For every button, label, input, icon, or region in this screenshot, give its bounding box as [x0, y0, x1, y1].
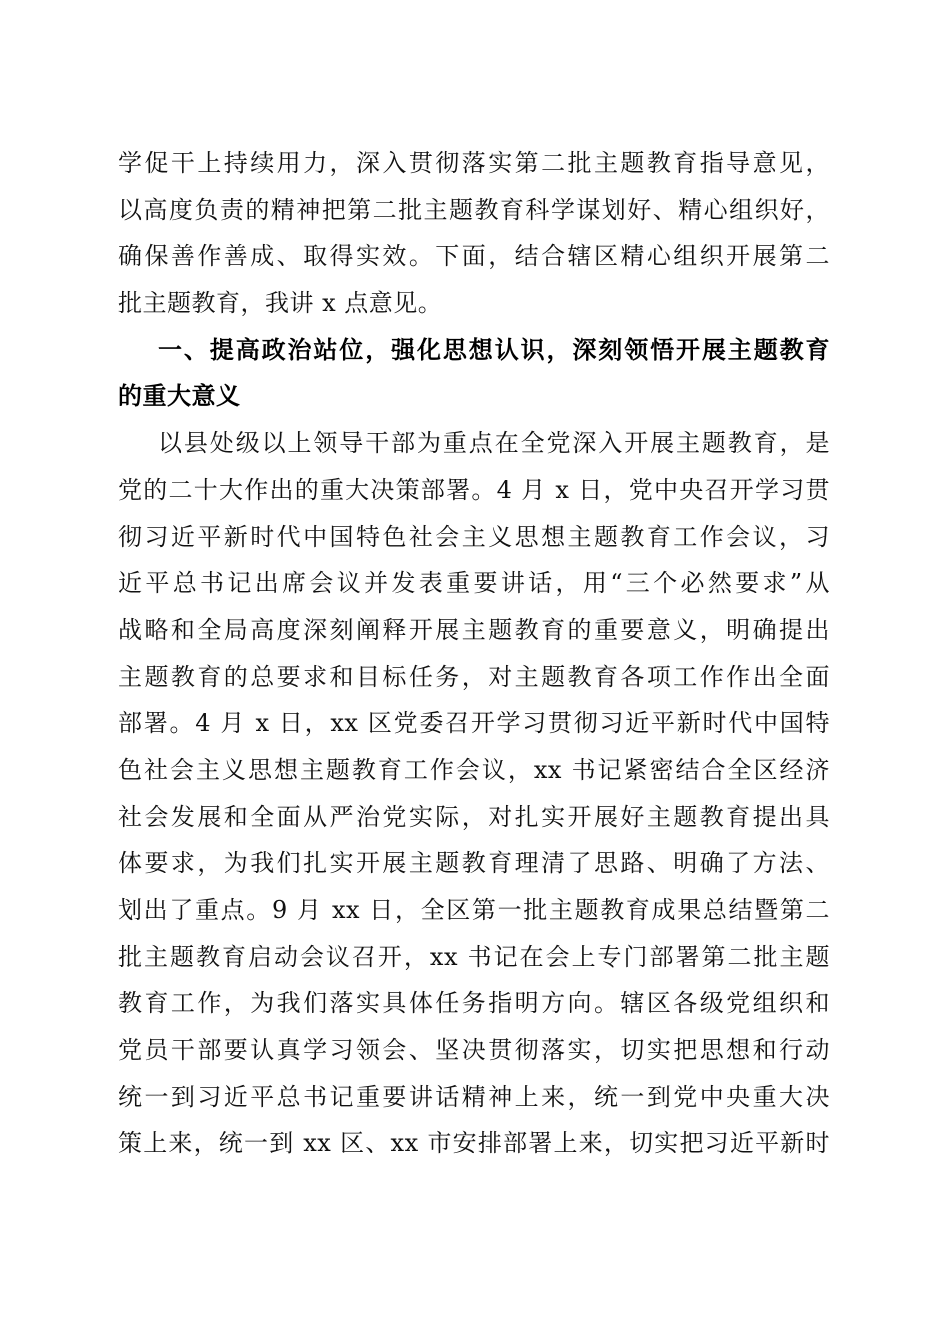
body-paragraph — [118, 420, 830, 1167]
text-line: 确保善作善成、取得实效。下面，结合辖区精心组织开展第二 — [118, 242, 830, 271]
section-heading-1 — [118, 327, 830, 420]
text-line: 批主题教育，我讲 x 点意见。 — [118, 289, 443, 318]
text-line: 部署。4 月 x 日，xx 区党委召开学习贯彻习近平新时代中国特 — [118, 709, 830, 738]
text-line: 策上来，统一到 xx 区、xx 市安排部署上来，切实把习近平新时 — [118, 1129, 830, 1158]
text-line: 划出了重点。9 月 xx 日，全区第一批主题教育成果总结暨第二 — [118, 896, 830, 924]
intro-paragraph — [118, 140, 830, 327]
text-line: 统一到习近平总书记重要讲话精神上来，统一到党中央重大决 — [118, 1082, 830, 1111]
text-line: 批主题教育启动会议召开，xx 书记在会上专门部署第二批主题 — [118, 942, 830, 971]
text-line: 党员干部要认真学习领会、坚决贯彻落实，切实把思想和行动 — [118, 1036, 830, 1065]
text-line: 色社会主义思想主题教育工作会议，xx 书记紧密结合全区经济 — [118, 755, 830, 784]
text-line: 社会发展和全面从严治党实际，对扎实开展好主题教育提出具 — [118, 802, 830, 831]
text-line: 以县处级以上领导干部为重点在全党深入开展主题教育，是 — [158, 429, 830, 458]
text-line: 学促干上持续用力，深入贯彻落实第二批主题教育指导意见， — [118, 149, 830, 177]
text-line: 彻习近平新时代中国特色社会主义思想主题教育工作会议，习 — [118, 522, 830, 551]
text-line: 体要求，为我们扎实开展主题教育理清了思路、明确了方法、 — [118, 849, 830, 878]
heading-line: 一、提高政治站位，强化思想认识，深刻领悟开展主题教育 — [158, 335, 830, 364]
text-line: 教育工作，为我们落实具体任务指明方向。辖区各级党组织和 — [118, 989, 830, 1018]
document-body — [118, 140, 830, 1167]
text-line: 党的二十大作出的重大决策部署。4 月 x 日，党中央召开学习贯 — [118, 475, 830, 504]
text-line: 战略和全局高度深刻阐释开展主题教育的重要意义，明确提出 — [118, 615, 830, 644]
heading-line: 的重大意义 — [118, 382, 241, 411]
text-line: 近平总书记出席会议并发表重要讲话，用“三个必然要求”从 — [118, 569, 830, 598]
text-line: 以高度负责的精神把第二批主题教育科学谋划好、精心组织好， — [118, 195, 830, 224]
text-line: 主题教育的总要求和目标任务，对主题教育各项工作作出全面 — [118, 662, 830, 691]
